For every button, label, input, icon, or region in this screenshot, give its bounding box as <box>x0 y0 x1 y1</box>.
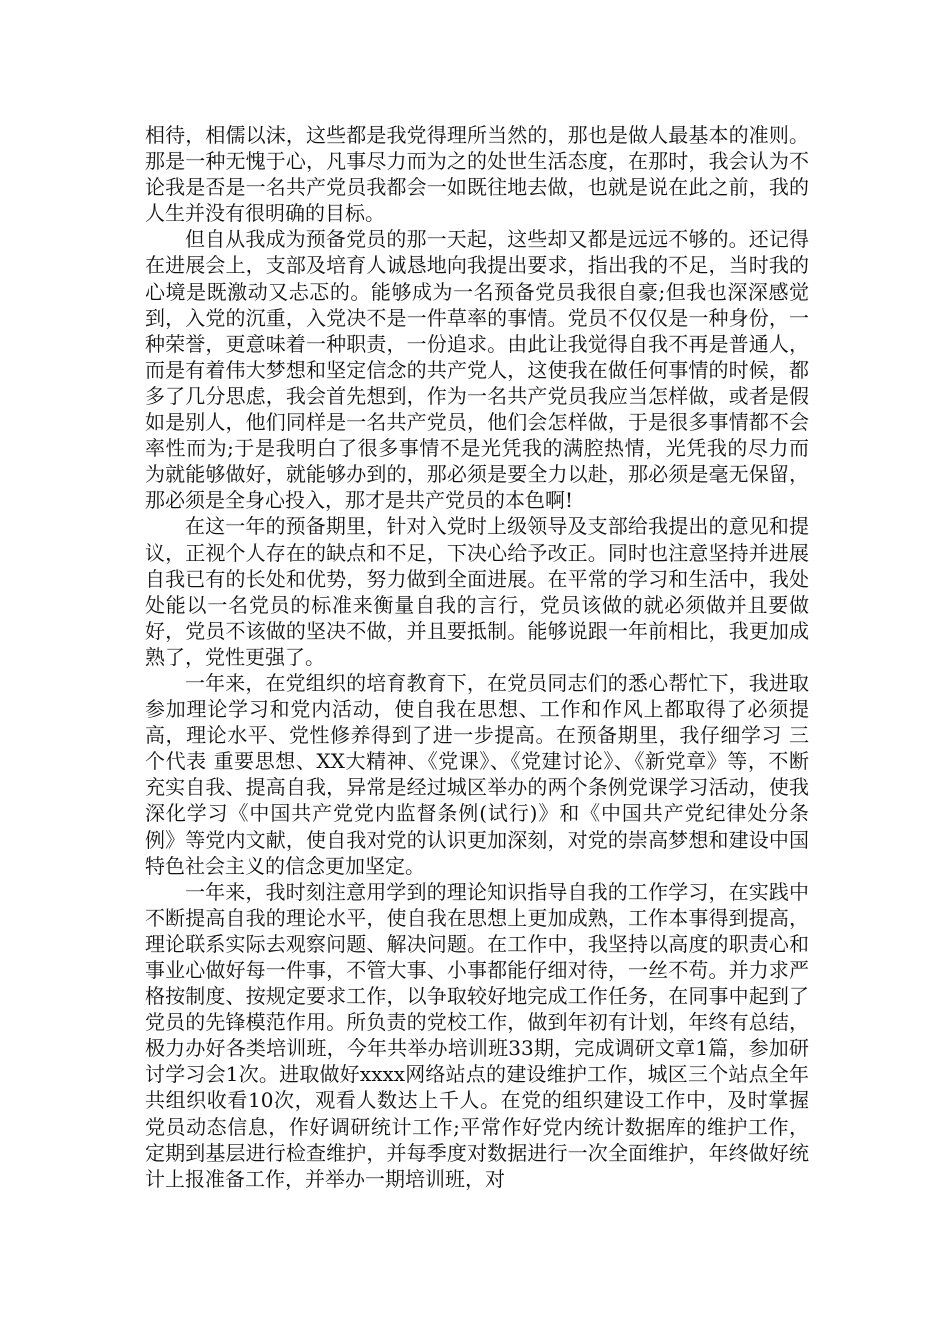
paragraph-1: 相待，相儒以沫，这些都是我党得理所当然的，那也是做人最基本的准则。那是一种无愧于心，凡事尽力而为之的处世生活态度，在那时，我会认为不论我是否是一名共产党员我都会一如既往地去做，也就是说在此之前，我的人生并没有很明确的目标。 <box>145 123 809 226</box>
paragraph-4: 一年来，在党组织的培育教育下，在党员同志们的悉心帮忙下，我进取参加理论学习和党内活动，使自我在思想、工作和作风上都取得了必须提高，理论水平、党性修养得到了进一步提高。在预备期里，我仔细学习 三个代表 重要思想、XX大精神、《党课》、《党建讨论》、《新党章》等，不断充实自我、提高自我，异常是经过城区举办的两个条例党课学习活动，使我深化学习《中国共产党党内监督条例(试行)》和《中国共产党纪律处分条例》等党内文献，使自我对党的认识更加深刻，对党的崇高梦想和建设中国特色社会主义的信念更加坚定。 <box>145 670 809 878</box>
paragraph-5: 一年来，我时刻注意用学到的理论知识指导自我的工作学习，在实践中不断提高自我的理论水平，使自我在思想上更加成熟，工作本事得到提高，理论联系实际去观察问题、解决问题。在工作中，我坚持以高度的职责心和事业心做好每一件事，不管大事、小事都能仔细对待，一丝不苟。并力求严格按制度、按规定要求工作，以争取较好地完成工作任务，在同事中起到了党员的先锋模范作用。所负责的党校工作，做到年初有计划，年终有总结，极力办好各类培训班，今年共举办培训班33期，完成调研文章1篇，参加研讨学习会1次。进取做好xxxx网络站点的建设维护工作，城区三个站点全年共组织收看10次，观看人数达上千人。在党的组织建设工作中，及时掌握党员动态信息，作好调研统计工作;平常作好党内统计数据库的维护工作，定期到基层进行检查维护，并每季度对数据进行一次全面维护，年终做好统计上报准备工作，并举办一期培训班，对 <box>145 879 809 1191</box>
paragraph-3: 在这一年的预备期里，针对入党时上级领导及支部给我提出的意见和提议，正视个人存在的缺点和不足，下决心给予改正。同时也注意坚持并进展自我已有的长处和优势，努力做到全面进展。在平常的学习和生活中，我处处能以一名党员的标准来衡量自我的言行，党员该做的就必须做并且要做好，党员不该做的坚决不做，并且要抵制。能够说跟一年前相比，我更加成熟了，党性更强了。 <box>145 514 809 669</box>
document-page <box>145 122 809 1192</box>
paragraph-2: 但自从我成为预备党员的那一天起，这些却又都是远远不够的。还记得在进展会上，支部及培育人诚恳地向我提出要求，指出我的不足，当时我的心境是既激动又忐忑的。能够成为一名预备党员我很自豪;但我也深深感觉到，入党的沉重，入党决不是一件草率的事情。党员不仅仅是一种身份，一种荣誉，更意味着一种职责，一份追求。由此让我觉得自我不再是普通人，而是有着伟大梦想和坚定信念的共产党人，这使我在做任何事情的时候，都多了几分思虑，我会首先想到，作为一名共产党员我应当怎样做，或者是假如是别人，他们同样是一名共产党员，他们会怎样做，于是很多事情都不会率性而为;于是我明白了很多事情不是光凭我的满腔热情，光凭我的尽力而为就能够做好，就能够办到的，那必须是要全力以赴，那必须是毫无保留，那必须是全身心投入，那才是共产党员的本色啊! <box>145 227 809 513</box>
